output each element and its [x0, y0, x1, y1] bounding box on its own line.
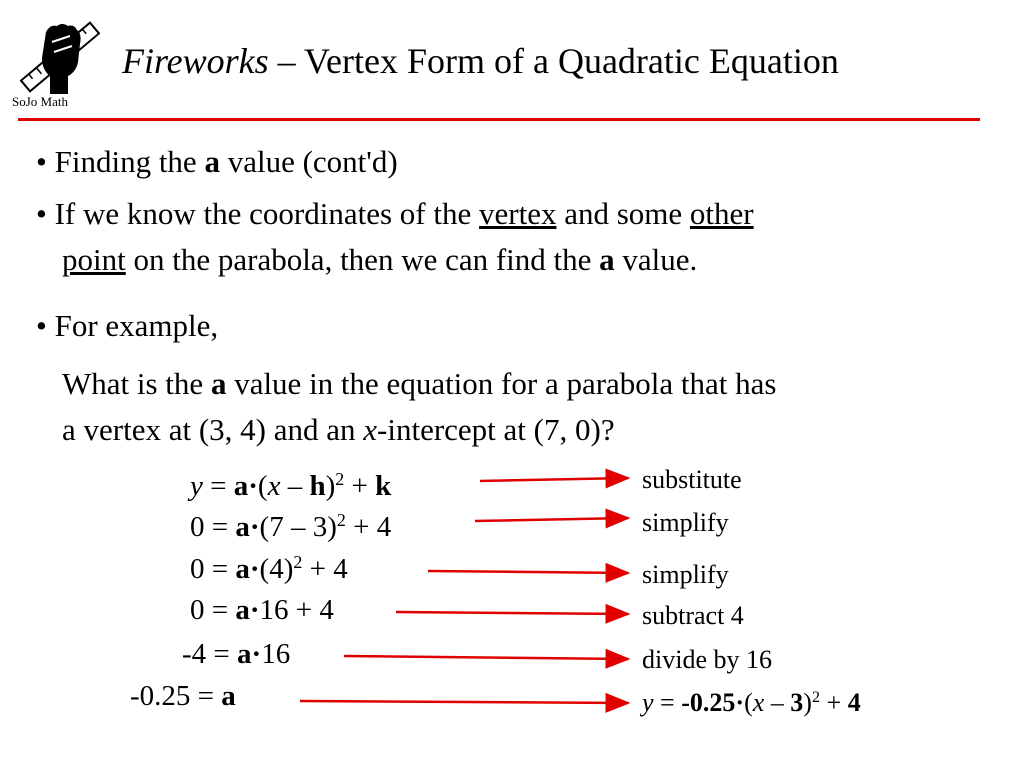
logo-label: SoJo Math — [12, 94, 68, 109]
final-equation: y = -0.25·(x – 3)$^2$ + 4 — [642, 688, 861, 717]
arrow-simplify-2 — [428, 571, 628, 573]
page-title: Fireworks – Vertex Form of a Quadratic Equation — [122, 41, 839, 81]
equation-result: -0.25 = a — [130, 680, 236, 712]
step-note-divide: divide by 16 — [642, 645, 772, 674]
arrow-divide — [344, 656, 628, 659]
arrow-final — [300, 701, 628, 703]
equation-step-5: -4 = a·16 — [182, 638, 291, 670]
equation-step-2: 0 = a·(7 – 3)$^2$ + 4 — [190, 510, 392, 543]
bullet-finding-a: • Finding the a value (cont'd) — [36, 144, 398, 179]
question-line2: a vertex at (3, 4) and an x-intercept at (7, 0)? — [62, 412, 615, 447]
step-note-simplify-1: simplify — [642, 508, 729, 537]
question-line1: What is the a value in the equation for a parabola that has — [62, 366, 777, 401]
equation-step-3: $0 = a\cdot(4)^2 + 4$ — [190, 552, 348, 585]
bullet-for-example: • For example, — [36, 308, 219, 343]
bullet-vertex-line1: • If we know the coordinates of the vertex and some other — [36, 196, 754, 231]
step-note-substitute: substitute — [642, 465, 742, 494]
arrow-subtract — [396, 612, 628, 614]
equation-vertex-form: y = a·(x – h)$^2$ + k — [190, 469, 392, 502]
step-note-simplify-2: simplify — [642, 560, 729, 589]
arrow-substitute — [480, 478, 628, 481]
equation-step-4: 0 = a·16 + 4 — [190, 594, 334, 626]
bullet-vertex-line2: point on the parabola, then we can find the a value. — [62, 242, 698, 277]
step-note-subtract: subtract 4 — [642, 601, 744, 630]
arrow-simplify-1 — [475, 518, 628, 521]
